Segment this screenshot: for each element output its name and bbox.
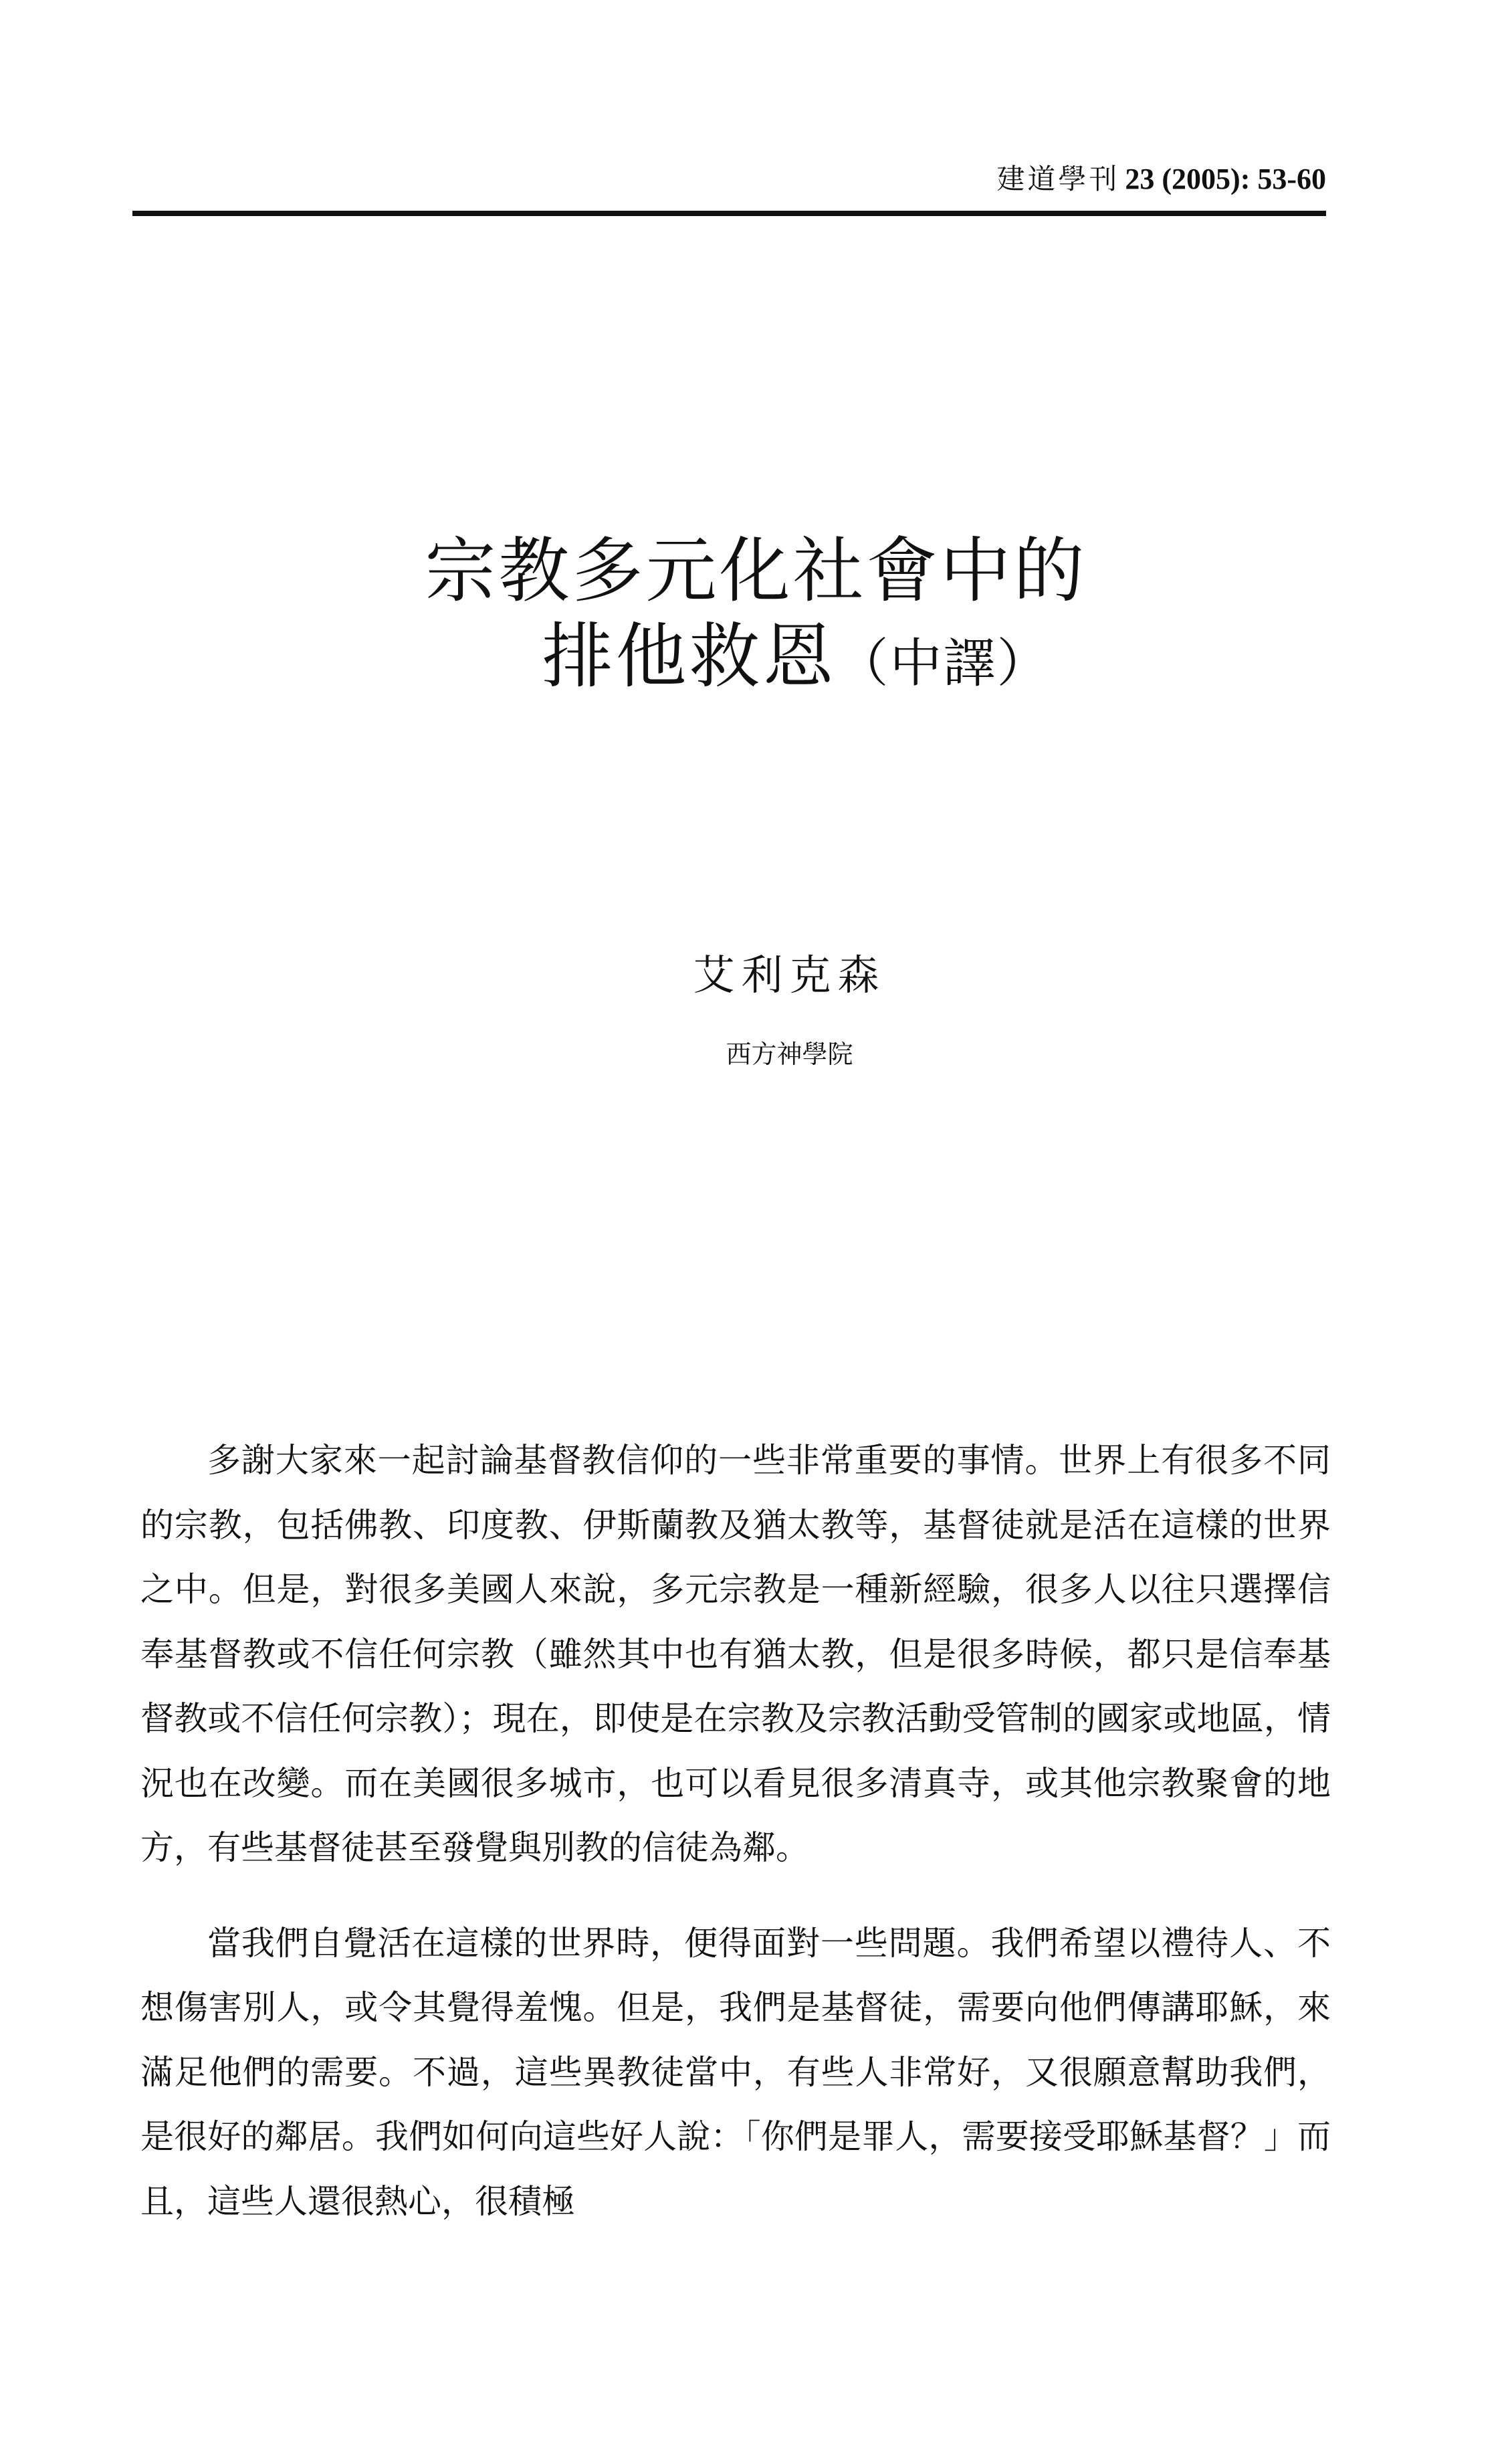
author-name: 艾利克森 <box>693 951 886 999</box>
title-line-2-main: 排他救恩 <box>542 615 837 698</box>
body-paragraph-2: 當我們自覺活在這樣的世界時，便得面對一些問題。我們希望以禮待人、不想傷害別人，或令其覺得羞愧。但是，我們是基督徒，需要向他們傳講耶穌，來滿足他們的需要。不過，這些異教徒當中，有些人非常好，又很願意幫助我們，是很好的鄰居。我們如何向這些好人說：「你們是罪人，需要接受耶穌基督？」而且，這些人還很熱心，很積極 <box>140 1923 1331 2221</box>
running-header <box>132 159 1326 199</box>
author-affiliation: 西方神學院 <box>726 1040 853 1069</box>
journal-citation: 23 (2005): 53-60 <box>1125 163 1326 195</box>
title-subtitle: （中譯） <box>836 633 1051 694</box>
title-line-2 <box>80 614 1512 706</box>
article-title <box>0 528 1512 706</box>
article-body <box>140 1428 1331 2264</box>
body-paragraph-1: 多謝大家來一起討論基督教信仰的一些非常重要的事情。世界上有很多不同的宗教，包括佛教、印度教、伊斯蘭教及猶太教等，基督徒就是活在這樣的世界之中。但是，對很多美國人來說，多元宗教是一種新經驗，很多人以往只選擇信奉基督教或不信任何宗教（雖然其中也有猶太教，但是很多時候，都只是信奉基督教或不信任何宗教）；現在，即使是在宗教及宗教活動受管制的國家或地區，情況也在改變。而在美國很多城市，也可以看見很多清真寺，或其他宗教聚會的地方，有些基督徒甚至發覺與別教的信徒為鄰。 <box>140 1441 1331 1867</box>
header-rule <box>132 211 1326 216</box>
journal-name: 建道學刊 <box>996 163 1120 195</box>
title-line-1: 宗教多元化社會中的 <box>425 530 1087 612</box>
